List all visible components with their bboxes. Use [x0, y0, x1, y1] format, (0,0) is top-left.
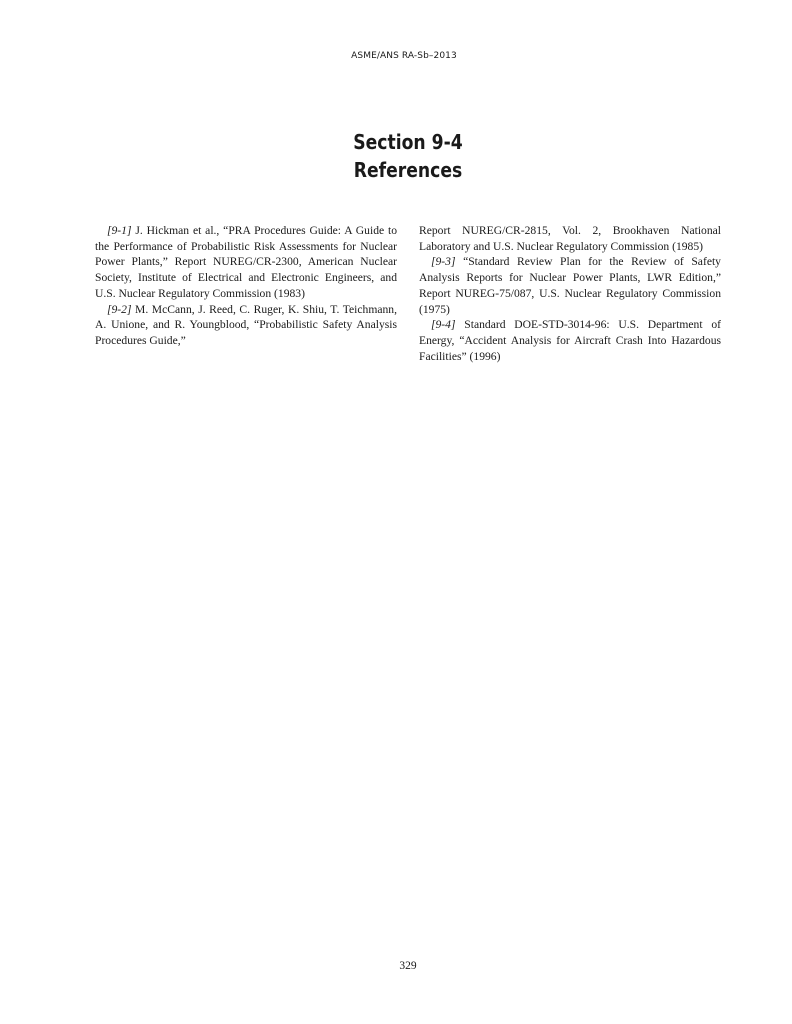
reference-text: “Standard Review Plan for the Review of Safety Analysis Reports for Nuclear Power Plants, LWR Edition,” Report NUREG-75/087, U.S. Nuclear Regulatory Commission (1975)	[419, 255, 721, 316]
reference-continuation: Report NUREG/CR-2815, Vol. 2, Brookhaven National Laboratory and U.S. Nuclear Regulatory Commission (1985)	[419, 224, 721, 253]
running-header: ASME/ANS RA-Sb–2013	[351, 51, 457, 61]
section-heading	[0, 128, 792, 184]
reference-item	[419, 317, 721, 364]
reference-text: M. McCann, J. Reed, C. Ruger, K. Shiu, T. Teichmann, A. Unione, and R. Youngblood, “Probabilistic Safety Analysis Procedures Guide,”	[95, 302, 397, 347]
reference-tag: [9-3]	[431, 255, 456, 269]
reference-tag: [9-2]	[107, 302, 132, 316]
reference-tag: [9-4]	[431, 318, 456, 332]
reference-item	[419, 254, 721, 317]
left-column	[95, 223, 397, 349]
reference-item	[95, 302, 397, 349]
reference-tag: [9-1]	[107, 224, 132, 237]
reference-item	[95, 223, 397, 302]
section-number: Section 9-4	[353, 130, 463, 154]
reference-text: Standard DOE-STD-3014-96: U.S. Department of Energy, “Accident Analysis for Aircraft Crash Into Hazardous Facilities” (1996)	[419, 318, 721, 363]
reference-text: J. Hickman et al., “PRA Procedures Guide: A Guide to the Performance of Probabilistic Risk Assessments for Nuclear Power Plants,” Report NUREG/CR-2300, American Nuclear Society, Institute of Electrical and Electronic Engineers, and U.S. Nuclear Regulatory Commission (1983)	[95, 224, 397, 300]
right-column	[419, 223, 721, 364]
page-number: 329	[399, 960, 417, 972]
section-title: References	[353, 158, 463, 182]
